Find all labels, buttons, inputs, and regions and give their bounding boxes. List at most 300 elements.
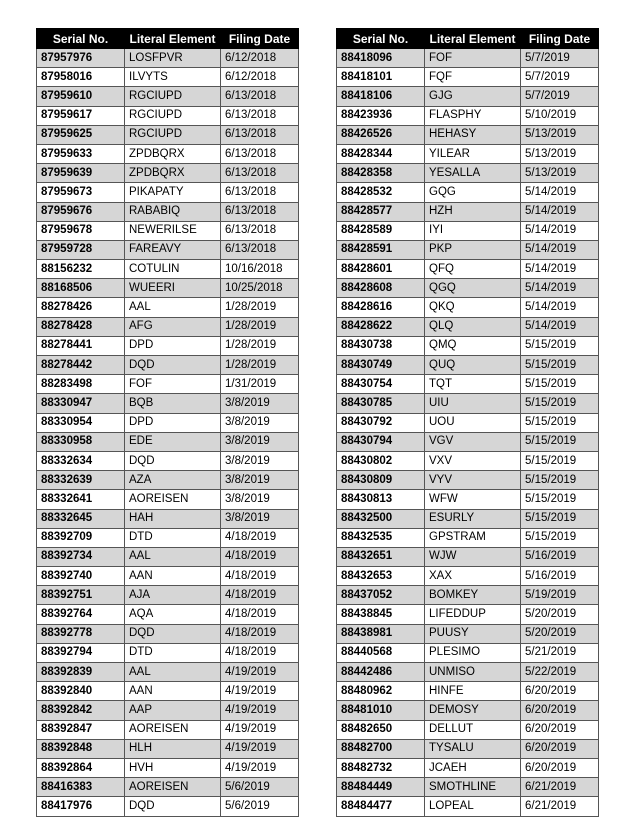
table-row (37, 778, 299, 797)
literal-element-cell: EDE (125, 432, 221, 451)
serial-no-cell: 88428577 (337, 202, 425, 221)
serial-no-cell: 88392864 (37, 758, 125, 777)
filing-date-cell: 4/19/2019 (221, 758, 299, 777)
filing-date-cell: 6/20/2019 (521, 701, 599, 720)
filing-date-cell: 1/31/2019 (221, 375, 299, 394)
table-row (37, 413, 299, 432)
table-row (37, 183, 299, 202)
header-literal-element: Literal Element (125, 29, 221, 49)
table-row (37, 164, 299, 183)
filing-date-cell: 5/15/2019 (521, 413, 599, 432)
literal-element-cell: AAL (125, 298, 221, 317)
table-row (37, 490, 299, 509)
table-row (37, 586, 299, 605)
header-row (337, 29, 599, 49)
filing-date-cell: 4/18/2019 (221, 567, 299, 586)
filing-date-cell: 3/8/2019 (221, 413, 299, 432)
literal-element-cell: BQB (125, 394, 221, 413)
literal-element-cell: RGCIUPD (125, 106, 221, 125)
literal-element-cell: AOREISEN (125, 720, 221, 739)
serial-no-cell: 87957976 (37, 49, 125, 68)
literal-element-cell: DTD (125, 643, 221, 662)
serial-no-cell: 88392839 (37, 663, 125, 682)
filing-date-cell: 1/28/2019 (221, 317, 299, 336)
table-row (337, 279, 599, 298)
literal-element-cell: DQD (125, 451, 221, 470)
filing-date-cell: 5/15/2019 (521, 509, 599, 528)
serial-no-cell: 88481010 (337, 701, 425, 720)
literal-element-cell: AAL (125, 547, 221, 566)
filing-date-cell: 6/13/2018 (221, 240, 299, 259)
literal-element-cell: QUQ (425, 356, 521, 375)
literal-element-cell: DQD (125, 797, 221, 816)
serial-no-cell: 88430802 (337, 451, 425, 470)
filing-date-cell: 5/7/2019 (521, 87, 599, 106)
filing-date-cell: 5/20/2019 (521, 624, 599, 643)
literal-element-cell: BOMKEY (425, 586, 521, 605)
literal-element-cell: GPSTRAM (425, 528, 521, 547)
literal-element-cell: DTD (125, 528, 221, 547)
serial-no-cell: 88168506 (37, 279, 125, 298)
serial-no-cell: 88330958 (37, 432, 125, 451)
table-row (37, 432, 299, 451)
serial-no-cell: 88482700 (337, 739, 425, 758)
serial-no-cell: 88430754 (337, 375, 425, 394)
filing-date-cell: 5/15/2019 (521, 471, 599, 490)
serial-no-cell: 88278426 (37, 298, 125, 317)
table-row (337, 375, 599, 394)
table-row (337, 432, 599, 451)
filing-date-cell: 4/18/2019 (221, 547, 299, 566)
literal-element-cell: AJA (125, 586, 221, 605)
table-row (337, 547, 599, 566)
literal-element-cell: DQD (125, 624, 221, 643)
left-registration-table (36, 28, 299, 817)
table-row (337, 87, 599, 106)
table-row (337, 413, 599, 432)
filing-date-cell: 5/14/2019 (521, 202, 599, 221)
table-row (37, 68, 299, 87)
table-row (337, 605, 599, 624)
table-row (337, 624, 599, 643)
table-row (337, 701, 599, 720)
filing-date-cell: 3/8/2019 (221, 451, 299, 470)
filing-date-cell: 5/14/2019 (521, 298, 599, 317)
literal-element-cell: ZPDBQRX (125, 164, 221, 183)
literal-element-cell: RGCIUPD (125, 125, 221, 144)
filing-date-cell: 1/28/2019 (221, 336, 299, 355)
serial-no-cell: 88392840 (37, 682, 125, 701)
filing-date-cell: 10/25/2018 (221, 279, 299, 298)
serial-no-cell: 88430809 (337, 471, 425, 490)
serial-no-cell: 88480962 (337, 682, 425, 701)
table-row (337, 682, 599, 701)
serial-no-cell: 88482650 (337, 720, 425, 739)
serial-no-cell: 88428616 (337, 298, 425, 317)
serial-no-cell: 88428591 (337, 240, 425, 259)
filing-date-cell: 5/14/2019 (521, 279, 599, 298)
table-row (37, 106, 299, 125)
serial-no-cell: 88428622 (337, 317, 425, 336)
literal-element-cell: DEMOSY (425, 701, 521, 720)
filing-date-cell: 6/20/2019 (521, 758, 599, 777)
header-row (37, 29, 299, 49)
literal-element-cell: QGQ (425, 279, 521, 298)
literal-element-cell: GQG (425, 183, 521, 202)
filing-date-cell: 5/13/2019 (521, 164, 599, 183)
filing-date-cell: 6/13/2018 (221, 144, 299, 163)
filing-date-cell: 1/28/2019 (221, 356, 299, 375)
filing-date-cell: 5/14/2019 (521, 260, 599, 279)
serial-no-cell: 88392764 (37, 605, 125, 624)
literal-element-cell: TQT (425, 375, 521, 394)
table-row (37, 567, 299, 586)
filing-date-cell: 4/18/2019 (221, 586, 299, 605)
serial-no-cell: 88416383 (37, 778, 125, 797)
table-row (37, 49, 299, 68)
table-row (337, 68, 599, 87)
serial-no-cell: 88332639 (37, 471, 125, 490)
literal-element-cell: AOREISEN (125, 778, 221, 797)
header-serial-no: Serial No. (37, 29, 125, 49)
table-row (337, 490, 599, 509)
literal-element-cell: AAP (125, 701, 221, 720)
literal-element-cell: DPD (125, 413, 221, 432)
literal-element-cell: HAH (125, 509, 221, 528)
literal-element-cell: HLH (125, 739, 221, 758)
filing-date-cell: 5/7/2019 (521, 49, 599, 68)
serial-no-cell: 87959633 (37, 144, 125, 163)
table-row (37, 221, 299, 240)
literal-element-cell: VXV (425, 451, 521, 470)
filing-date-cell: 5/13/2019 (521, 125, 599, 144)
literal-element-cell: RABABIQ (125, 202, 221, 221)
literal-element-cell: DQD (125, 356, 221, 375)
filing-date-cell: 3/8/2019 (221, 490, 299, 509)
filing-date-cell: 5/14/2019 (521, 317, 599, 336)
right-registration-table (336, 28, 599, 817)
table-row (37, 643, 299, 662)
literal-element-cell: HINFE (425, 682, 521, 701)
serial-no-cell: 88392740 (37, 567, 125, 586)
serial-no-cell: 88428358 (337, 164, 425, 183)
literal-element-cell: PLESIMO (425, 643, 521, 662)
table-row (37, 394, 299, 413)
literal-element-cell: ILVYTS (125, 68, 221, 87)
literal-element-cell: WUEERI (125, 279, 221, 298)
table-row (37, 125, 299, 144)
table-row (37, 624, 299, 643)
serial-no-cell: 88423936 (337, 106, 425, 125)
serial-no-cell: 87959728 (37, 240, 125, 259)
table-row (337, 643, 599, 662)
serial-no-cell: 87959610 (37, 87, 125, 106)
literal-element-cell: AQA (125, 605, 221, 624)
serial-no-cell: 88482732 (337, 758, 425, 777)
filing-date-cell: 5/10/2019 (521, 106, 599, 125)
table-row (337, 509, 599, 528)
literal-element-cell: WJW (425, 547, 521, 566)
table-row (337, 567, 599, 586)
table-row (37, 240, 299, 259)
table-row (337, 663, 599, 682)
table-row (337, 106, 599, 125)
table-row (337, 317, 599, 336)
serial-no-cell: 88428532 (337, 183, 425, 202)
table-row (337, 164, 599, 183)
table-row (37, 701, 299, 720)
serial-no-cell: 88418096 (337, 49, 425, 68)
table-row (337, 394, 599, 413)
table-row (37, 682, 299, 701)
literal-element-cell: UOU (425, 413, 521, 432)
literal-element-cell: GJG (425, 87, 521, 106)
table-row (37, 375, 299, 394)
literal-element-cell: LOSFPVR (125, 49, 221, 68)
serial-no-cell: 88438981 (337, 624, 425, 643)
header-serial-no: Serial No. (337, 29, 425, 49)
literal-element-cell: YILEAR (425, 144, 521, 163)
serial-no-cell: 87959678 (37, 221, 125, 240)
filing-date-cell: 6/21/2019 (521, 778, 599, 797)
literal-element-cell: IYI (425, 221, 521, 240)
filing-date-cell: 5/21/2019 (521, 643, 599, 662)
serial-no-cell: 88440568 (337, 643, 425, 662)
filing-date-cell: 6/12/2018 (221, 49, 299, 68)
serial-no-cell: 88484477 (337, 797, 425, 816)
literal-element-cell: PUUSY (425, 624, 521, 643)
serial-no-cell: 88278441 (37, 336, 125, 355)
literal-element-cell: AZA (125, 471, 221, 490)
serial-no-cell: 87959673 (37, 183, 125, 202)
literal-element-cell: AOREISEN (125, 490, 221, 509)
literal-element-cell: XAX (425, 567, 521, 586)
serial-no-cell: 88330954 (37, 413, 125, 432)
table-row (37, 317, 299, 336)
filing-date-cell: 6/13/2018 (221, 183, 299, 202)
filing-date-cell: 5/22/2019 (521, 663, 599, 682)
table-row (37, 528, 299, 547)
serial-no-cell: 87959617 (37, 106, 125, 125)
filing-date-cell: 5/14/2019 (521, 221, 599, 240)
filing-date-cell: 5/19/2019 (521, 586, 599, 605)
serial-no-cell: 88392847 (37, 720, 125, 739)
table-row (337, 528, 599, 547)
serial-no-cell: 88432653 (337, 567, 425, 586)
filing-date-cell: 5/15/2019 (521, 451, 599, 470)
serial-no-cell: 88432500 (337, 509, 425, 528)
serial-no-cell: 88418101 (337, 68, 425, 87)
filing-date-cell: 5/7/2019 (521, 68, 599, 87)
literal-element-cell: HEHASY (425, 125, 521, 144)
serial-no-cell: 87958016 (37, 68, 125, 87)
literal-element-cell: VYV (425, 471, 521, 490)
literal-element-cell: UIU (425, 394, 521, 413)
literal-element-cell: FOF (125, 375, 221, 394)
filing-date-cell: 10/16/2018 (221, 260, 299, 279)
filing-date-cell: 6/13/2018 (221, 87, 299, 106)
table-row (337, 739, 599, 758)
filing-date-cell: 5/14/2019 (521, 183, 599, 202)
serial-no-cell: 88156232 (37, 260, 125, 279)
serial-no-cell: 88332645 (37, 509, 125, 528)
literal-element-cell: LIFEDDUP (425, 605, 521, 624)
filing-date-cell: 4/19/2019 (221, 682, 299, 701)
filing-date-cell: 5/20/2019 (521, 605, 599, 624)
literal-element-cell: FOF (425, 49, 521, 68)
serial-no-cell: 88432651 (337, 547, 425, 566)
table-row (337, 202, 599, 221)
serial-no-cell: 88430749 (337, 356, 425, 375)
serial-no-cell: 88437052 (337, 586, 425, 605)
literal-element-cell: PIKAPATY (125, 183, 221, 202)
table-row (337, 797, 599, 816)
literal-element-cell: TYSALU (425, 739, 521, 758)
table-row (37, 451, 299, 470)
table-row (37, 739, 299, 758)
table-row (337, 144, 599, 163)
filing-date-cell: 5/15/2019 (521, 528, 599, 547)
filing-date-cell: 4/18/2019 (221, 605, 299, 624)
serial-no-cell: 88426526 (337, 125, 425, 144)
literal-element-cell: JCAEH (425, 758, 521, 777)
literal-element-cell: QFQ (425, 260, 521, 279)
serial-no-cell: 88442486 (337, 663, 425, 682)
filing-date-cell: 5/15/2019 (521, 356, 599, 375)
table-row (37, 144, 299, 163)
serial-no-cell: 88428608 (337, 279, 425, 298)
header-filing-date: Filing Date (221, 29, 299, 49)
table-row (337, 778, 599, 797)
table-row (337, 471, 599, 490)
filing-date-cell: 6/13/2018 (221, 106, 299, 125)
filing-date-cell: 5/6/2019 (221, 797, 299, 816)
serial-no-cell: 88392751 (37, 586, 125, 605)
table-row (37, 87, 299, 106)
literal-element-cell: NEWERILSE (125, 221, 221, 240)
literal-element-cell: AFG (125, 317, 221, 336)
serial-no-cell: 88278442 (37, 356, 125, 375)
literal-element-cell: QLQ (425, 317, 521, 336)
literal-element-cell: YESALLA (425, 164, 521, 183)
filing-date-cell: 4/19/2019 (221, 663, 299, 682)
filing-date-cell: 5/15/2019 (521, 394, 599, 413)
serial-no-cell: 88278428 (37, 317, 125, 336)
serial-no-cell: 88428344 (337, 144, 425, 163)
serial-no-cell: 88438845 (337, 605, 425, 624)
literal-element-cell: RGCIUPD (125, 87, 221, 106)
serial-no-cell: 88392848 (37, 739, 125, 758)
filing-date-cell: 5/15/2019 (521, 432, 599, 451)
serial-no-cell: 87959676 (37, 202, 125, 221)
serial-no-cell: 88392778 (37, 624, 125, 643)
table-row (337, 298, 599, 317)
filing-date-cell: 6/20/2019 (521, 739, 599, 758)
literal-element-cell: HVH (125, 758, 221, 777)
header-literal-element: Literal Element (425, 29, 521, 49)
filing-date-cell: 5/16/2019 (521, 547, 599, 566)
table-row (337, 125, 599, 144)
serial-no-cell: 88392842 (37, 701, 125, 720)
literal-element-cell: AAN (125, 567, 221, 586)
table-row (37, 547, 299, 566)
literal-element-cell: FAREAVY (125, 240, 221, 259)
table-row (337, 183, 599, 202)
serial-no-cell: 87959639 (37, 164, 125, 183)
table-row (337, 221, 599, 240)
serial-no-cell: 88392794 (37, 643, 125, 662)
table-row (337, 451, 599, 470)
filing-date-cell: 5/6/2019 (221, 778, 299, 797)
serial-no-cell: 88417976 (37, 797, 125, 816)
literal-element-cell: VGV (425, 432, 521, 451)
filing-date-cell: 4/18/2019 (221, 624, 299, 643)
serial-no-cell: 88430792 (337, 413, 425, 432)
serial-no-cell: 88330947 (37, 394, 125, 413)
filing-date-cell: 5/14/2019 (521, 240, 599, 259)
filing-date-cell: 4/19/2019 (221, 701, 299, 720)
filing-date-cell: 6/12/2018 (221, 68, 299, 87)
table-row (337, 720, 599, 739)
table-row (337, 586, 599, 605)
header-filing-date: Filing Date (521, 29, 599, 49)
literal-element-cell: DPD (125, 336, 221, 355)
literal-element-cell: DELLUT (425, 720, 521, 739)
literal-element-cell: FLASPHY (425, 106, 521, 125)
filing-date-cell: 3/8/2019 (221, 394, 299, 413)
serial-no-cell: 88283498 (37, 375, 125, 394)
table-row (37, 758, 299, 777)
serial-no-cell: 88332641 (37, 490, 125, 509)
serial-no-cell: 88418106 (337, 87, 425, 106)
serial-no-cell: 88392709 (37, 528, 125, 547)
table-row (37, 356, 299, 375)
serial-no-cell: 88428589 (337, 221, 425, 240)
literal-element-cell: ZPDBQRX (125, 144, 221, 163)
literal-element-cell: HZH (425, 202, 521, 221)
table-row (337, 758, 599, 777)
literal-element-cell: COTULIN (125, 260, 221, 279)
filing-date-cell: 6/21/2019 (521, 797, 599, 816)
table-row (337, 240, 599, 259)
literal-element-cell: AAL (125, 663, 221, 682)
filing-date-cell: 5/15/2019 (521, 490, 599, 509)
literal-element-cell: PKP (425, 240, 521, 259)
filing-date-cell: 6/20/2019 (521, 682, 599, 701)
serial-no-cell: 88332634 (37, 451, 125, 470)
literal-element-cell: FQF (425, 68, 521, 87)
table-row (37, 279, 299, 298)
serial-no-cell: 88430813 (337, 490, 425, 509)
table-row (337, 49, 599, 68)
table-row (37, 260, 299, 279)
literal-element-cell: UNMISO (425, 663, 521, 682)
filing-date-cell: 4/18/2019 (221, 528, 299, 547)
table-row (37, 797, 299, 816)
filing-date-cell: 6/13/2018 (221, 164, 299, 183)
serial-no-cell: 87959625 (37, 125, 125, 144)
filing-date-cell: 3/8/2019 (221, 509, 299, 528)
table-row (37, 202, 299, 221)
table-row (337, 336, 599, 355)
filing-date-cell: 4/19/2019 (221, 720, 299, 739)
literal-element-cell: QKQ (425, 298, 521, 317)
serial-no-cell: 88430738 (337, 336, 425, 355)
serial-no-cell: 88428601 (337, 260, 425, 279)
literal-element-cell: WFW (425, 490, 521, 509)
table-row (337, 260, 599, 279)
filing-date-cell: 3/8/2019 (221, 471, 299, 490)
